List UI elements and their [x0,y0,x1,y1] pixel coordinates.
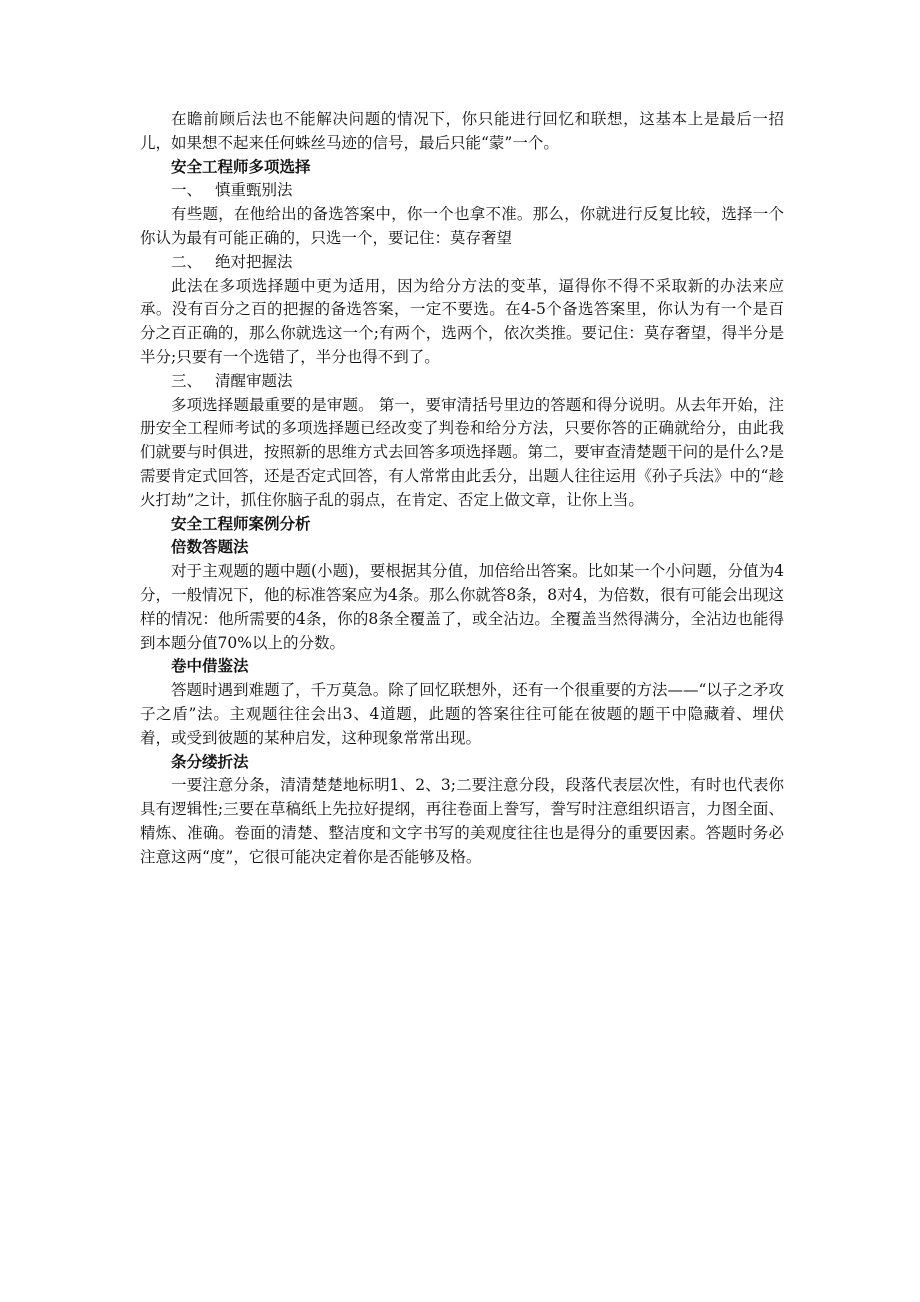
paragraph-itemize-method: 一要注意分条，清清楚楚地标明1、2、3;二要注意分段，段落代表层次性，有时也代表你具有逻辑性;三要在草稿纸上先拉好提纲，再往卷面上誊写，誊写时注意组织语言，力图全面、精炼、准确。卷面的清楚、整洁度和文字书写的美观度往往也是得分的重要因素。答题时务必注意这两“度”，它很可能决定着你是否能够及格。 [140,776,784,866]
item-heading-2 [140,251,784,275]
item-number-1: 一、 [171,181,203,200]
item-heading-1 [140,179,784,203]
heading-itemize-method: 条分缕折法 [171,752,249,771]
paragraph-item-1: 有些题，在他给出的备选答案中，你一个也拿不准。那么，你就进行反复比较，选择一个你认为最有可能正确的，只选一个，要记住：莫存奢望 [140,205,784,247]
paragraph-borrow-method: 答题时遇到难题了，千万莫急。除了回忆联想外，还有一个很重要的方法——“以子之矛攻子之盾”法。主观题往往会出3、4道题，此题的答案往往可能在彼题的题干中隐藏着、埋伏着，或受到彼题的某种启发，这种现象常常出现。 [140,681,784,747]
item-title-3: 清醒审题法 [215,371,293,390]
item-heading-3 [140,370,784,394]
item-title-2: 绝对把握法 [215,252,293,271]
document-page [140,108,784,870]
paragraph-item-2: 此法在多项选择题中更为适用，因为给分方法的变革，逼得你不得不采取新的办法来应承。没有百分之百的把握的备选答案，一定不要选。在4-5个备选答案里，你认为有一个是百分之百正确的，那么你就选这一个;有两个，选两个，依次类推。要记住：莫存奢望，得半分是半分;只要有一个选错了，半分也得不到了。 [140,276,784,366]
heading-double-method: 倍数答题法 [171,538,249,557]
paragraph-double-method: 对于主观题的题中题(小题)，要根据其分值，加倍给出答案。比如某一个小问题，分值为4分，一般情况下，他的标准答案应为4条。那么你就答8条，8对4，为倍数，很有可能会出现这样的情况：他所需要的4条，你的8条全覆盖了，或全沾边。全覆盖当然得满分，全沾边也能得到本题分值70%以上的分数。 [140,562,784,652]
paragraph-item-3: 多项选择题最重要的是审题。 第一，要审清括号里边的答题和得分说明。从去年开始，注册安全工程师考试的多项选择题已经改变了判卷和给分方法，只要你答的正确就给分，由此我们就要与时俱进，按照新的思维方式去回答多项选择题。第二，要审查清楚题干问的是什么?是需要肯定式回答，还是否定式回答，有人常常由此丢分，出题人往往运用《孙子兵法》中的“趁火打劫”之计，抓住你脑子乱的弱点，在肯定、否定上做文章，让你上当。 [140,395,784,509]
item-number-2: 二、 [171,252,203,271]
heading-borrow-method: 卷中借鉴法 [171,657,249,676]
item-title-1: 慎重甄别法 [215,181,293,200]
heading-multiple-choice: 安全工程师多项选择 [171,157,311,176]
item-number-3: 三、 [171,371,203,390]
heading-case-analysis: 安全工程师案例分析 [171,514,311,533]
paragraph-intro: 在瞻前顾后法也不能解决问题的情况下，你只能进行回忆和联想，这基本上是最后一招儿，如果想不起来任何蛛丝马迹的信号，最后只能“蒙”一个。 [140,110,784,152]
